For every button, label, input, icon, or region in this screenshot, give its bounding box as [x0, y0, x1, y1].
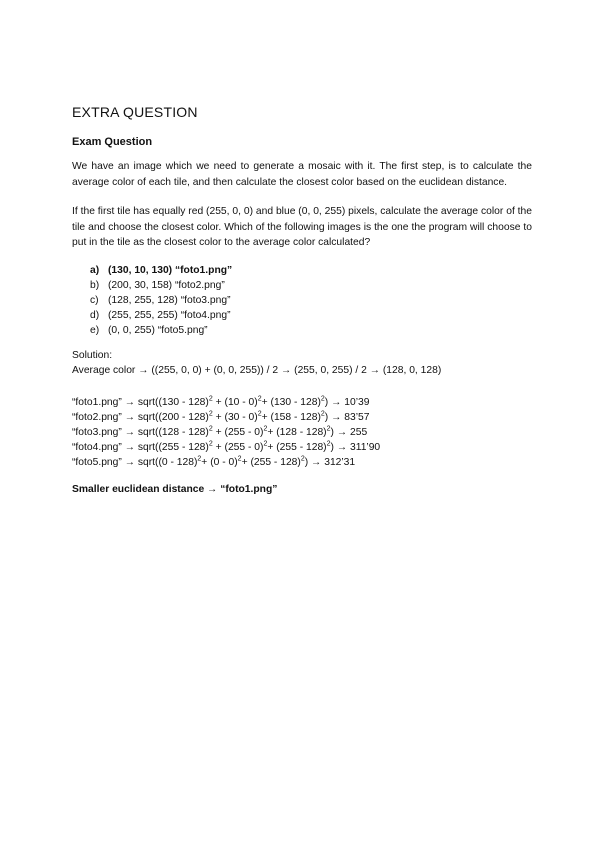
calc-file: “foto3.png”: [72, 427, 122, 438]
calc-file: “foto4.png”: [72, 442, 122, 453]
square-sup: 2: [326, 425, 331, 433]
arrow: →: [311, 457, 322, 468]
plus: +: [215, 427, 222, 438]
option-letter: d): [90, 310, 100, 321]
arrow: →: [124, 397, 135, 408]
term-blue: (255 - 128): [250, 457, 301, 468]
sqrt-open: sqrt(: [137, 427, 159, 438]
sqrt-open: sqrt(: [137, 457, 159, 468]
arrow: →: [124, 412, 135, 423]
calc-result: 311’90: [350, 442, 381, 453]
square-sup: 2: [208, 410, 213, 418]
solution-label: Solution:: [72, 350, 113, 361]
arrow: →: [336, 442, 348, 453]
plus: +: [201, 457, 208, 468]
calc-row-foto1: [72, 395, 380, 410]
option-text: (0, 0, 255) “foto5.png”: [108, 325, 208, 336]
calc-result: 10’39: [344, 397, 370, 408]
term-blue: (128 - 128): [276, 427, 327, 438]
answer-option-b: [90, 278, 232, 293]
term-red: (255 - 128): [158, 442, 209, 453]
square-sup: 2: [257, 410, 262, 418]
calc-file: “foto5.png”: [72, 457, 122, 468]
calc-result: 255: [350, 427, 368, 438]
square-sup: 2: [263, 440, 268, 448]
option-text: (130, 10, 130) “foto1.png”: [108, 265, 233, 276]
calc-result: 312’31: [324, 457, 356, 468]
plus: +: [241, 457, 248, 468]
question-paragraph: If the first tile has equally red (255, 0, 0) and blue (0, 0, 255) pixels, calculate the average color of the tile and choose the closest color. Which of the following images is the one the program will choose to put in the tile as the closest color to the average color calculated?: [72, 206, 532, 248]
plus: +: [215, 412, 222, 423]
answer-options-list: [90, 263, 232, 338]
option-letter: e): [90, 325, 100, 336]
close-paren: ): [304, 457, 309, 468]
plus: +: [215, 397, 222, 408]
term-red: (130 - 128): [158, 397, 209, 408]
option-text: (255, 255, 255) “foto4.png”: [108, 310, 231, 321]
square-sup: 2: [320, 410, 325, 418]
calc-row-foto3: [72, 425, 380, 440]
term-red: (128 - 128): [158, 427, 209, 438]
sqrt-open: sqrt(: [137, 412, 159, 423]
section-subtitle: Exam Question: [72, 136, 153, 148]
term-blue: (158 - 128): [270, 412, 321, 423]
square-sup: 2: [208, 395, 213, 403]
calc-row-foto5: [72, 455, 380, 470]
option-letter: a): [90, 265, 100, 276]
answer-option-e: [90, 323, 232, 338]
plus: +: [267, 427, 274, 438]
plus: +: [261, 412, 268, 423]
square-sup: 2: [197, 455, 202, 463]
page-title: EXTRA QUESTION: [72, 104, 198, 120]
term-green: (0 - 0): [210, 457, 238, 468]
arrow: →: [331, 397, 342, 408]
answer-option-d: [90, 308, 232, 323]
term-blue: (130 - 128): [270, 397, 321, 408]
plus: +: [261, 397, 268, 408]
square-sup: 2: [326, 440, 331, 448]
close-paren: ): [324, 412, 329, 423]
option-letter: c): [90, 295, 99, 306]
sqrt-open: sqrt(: [137, 442, 159, 453]
arrow: →: [124, 427, 135, 438]
calc-file: “foto2.png”: [72, 412, 122, 423]
square-sup: 2: [320, 395, 325, 403]
answer-option-c: [90, 293, 232, 308]
square-sup: 2: [208, 425, 213, 433]
square-sup: 2: [208, 440, 213, 448]
square-sup: 2: [300, 455, 305, 463]
sqrt-open: sqrt(: [137, 397, 159, 408]
calc-result: 83’57: [344, 412, 370, 423]
option-letter: b): [90, 280, 100, 291]
option-text: (200, 30, 158) “foto2.png”: [108, 280, 225, 291]
conclusion-line: Smaller euclidean distance → “foto1.png”: [72, 484, 278, 495]
calc-file: “foto1.png”: [72, 397, 122, 408]
close-paren: ): [330, 427, 334, 438]
close-paren: ): [324, 397, 329, 408]
arrow: →: [124, 457, 135, 468]
option-text: (128, 255, 128) “foto3.png”: [108, 295, 231, 306]
average-color-line: Average color → ((255, 0, 0) + (0, 0, 255)) / 2 → (255, 0, 255) / 2 → (128, 0, 128): [72, 365, 442, 376]
term-green: (255 - 0): [224, 442, 264, 453]
term-red: (200 - 128): [158, 412, 209, 423]
term-blue: (255 - 128): [276, 442, 327, 453]
arrow: →: [124, 442, 135, 453]
plus: +: [267, 442, 274, 453]
arrow: →: [336, 427, 348, 438]
answer-option-a: [90, 263, 232, 278]
arrow: →: [331, 412, 342, 423]
term-red: (0 - 128): [158, 457, 198, 468]
distance-calculations: [72, 395, 380, 470]
term-green: (255 - 0): [224, 427, 264, 438]
calc-row-foto2: [72, 410, 380, 425]
square-sup: 2: [237, 455, 242, 463]
square-sup: 2: [263, 425, 268, 433]
intro-paragraph: We have an image which we need to generate a mosaic with it. The first step, is to calculate the average color of each tile, and then calculate the closest color based on the euclidean distance.: [72, 161, 532, 188]
calc-row-foto4: [72, 440, 380, 455]
term-green: (30 - 0): [224, 412, 258, 423]
close-paren: ): [330, 442, 334, 453]
plus: +: [215, 442, 222, 453]
square-sup: 2: [257, 395, 262, 403]
term-green: (10 - 0): [224, 397, 258, 408]
